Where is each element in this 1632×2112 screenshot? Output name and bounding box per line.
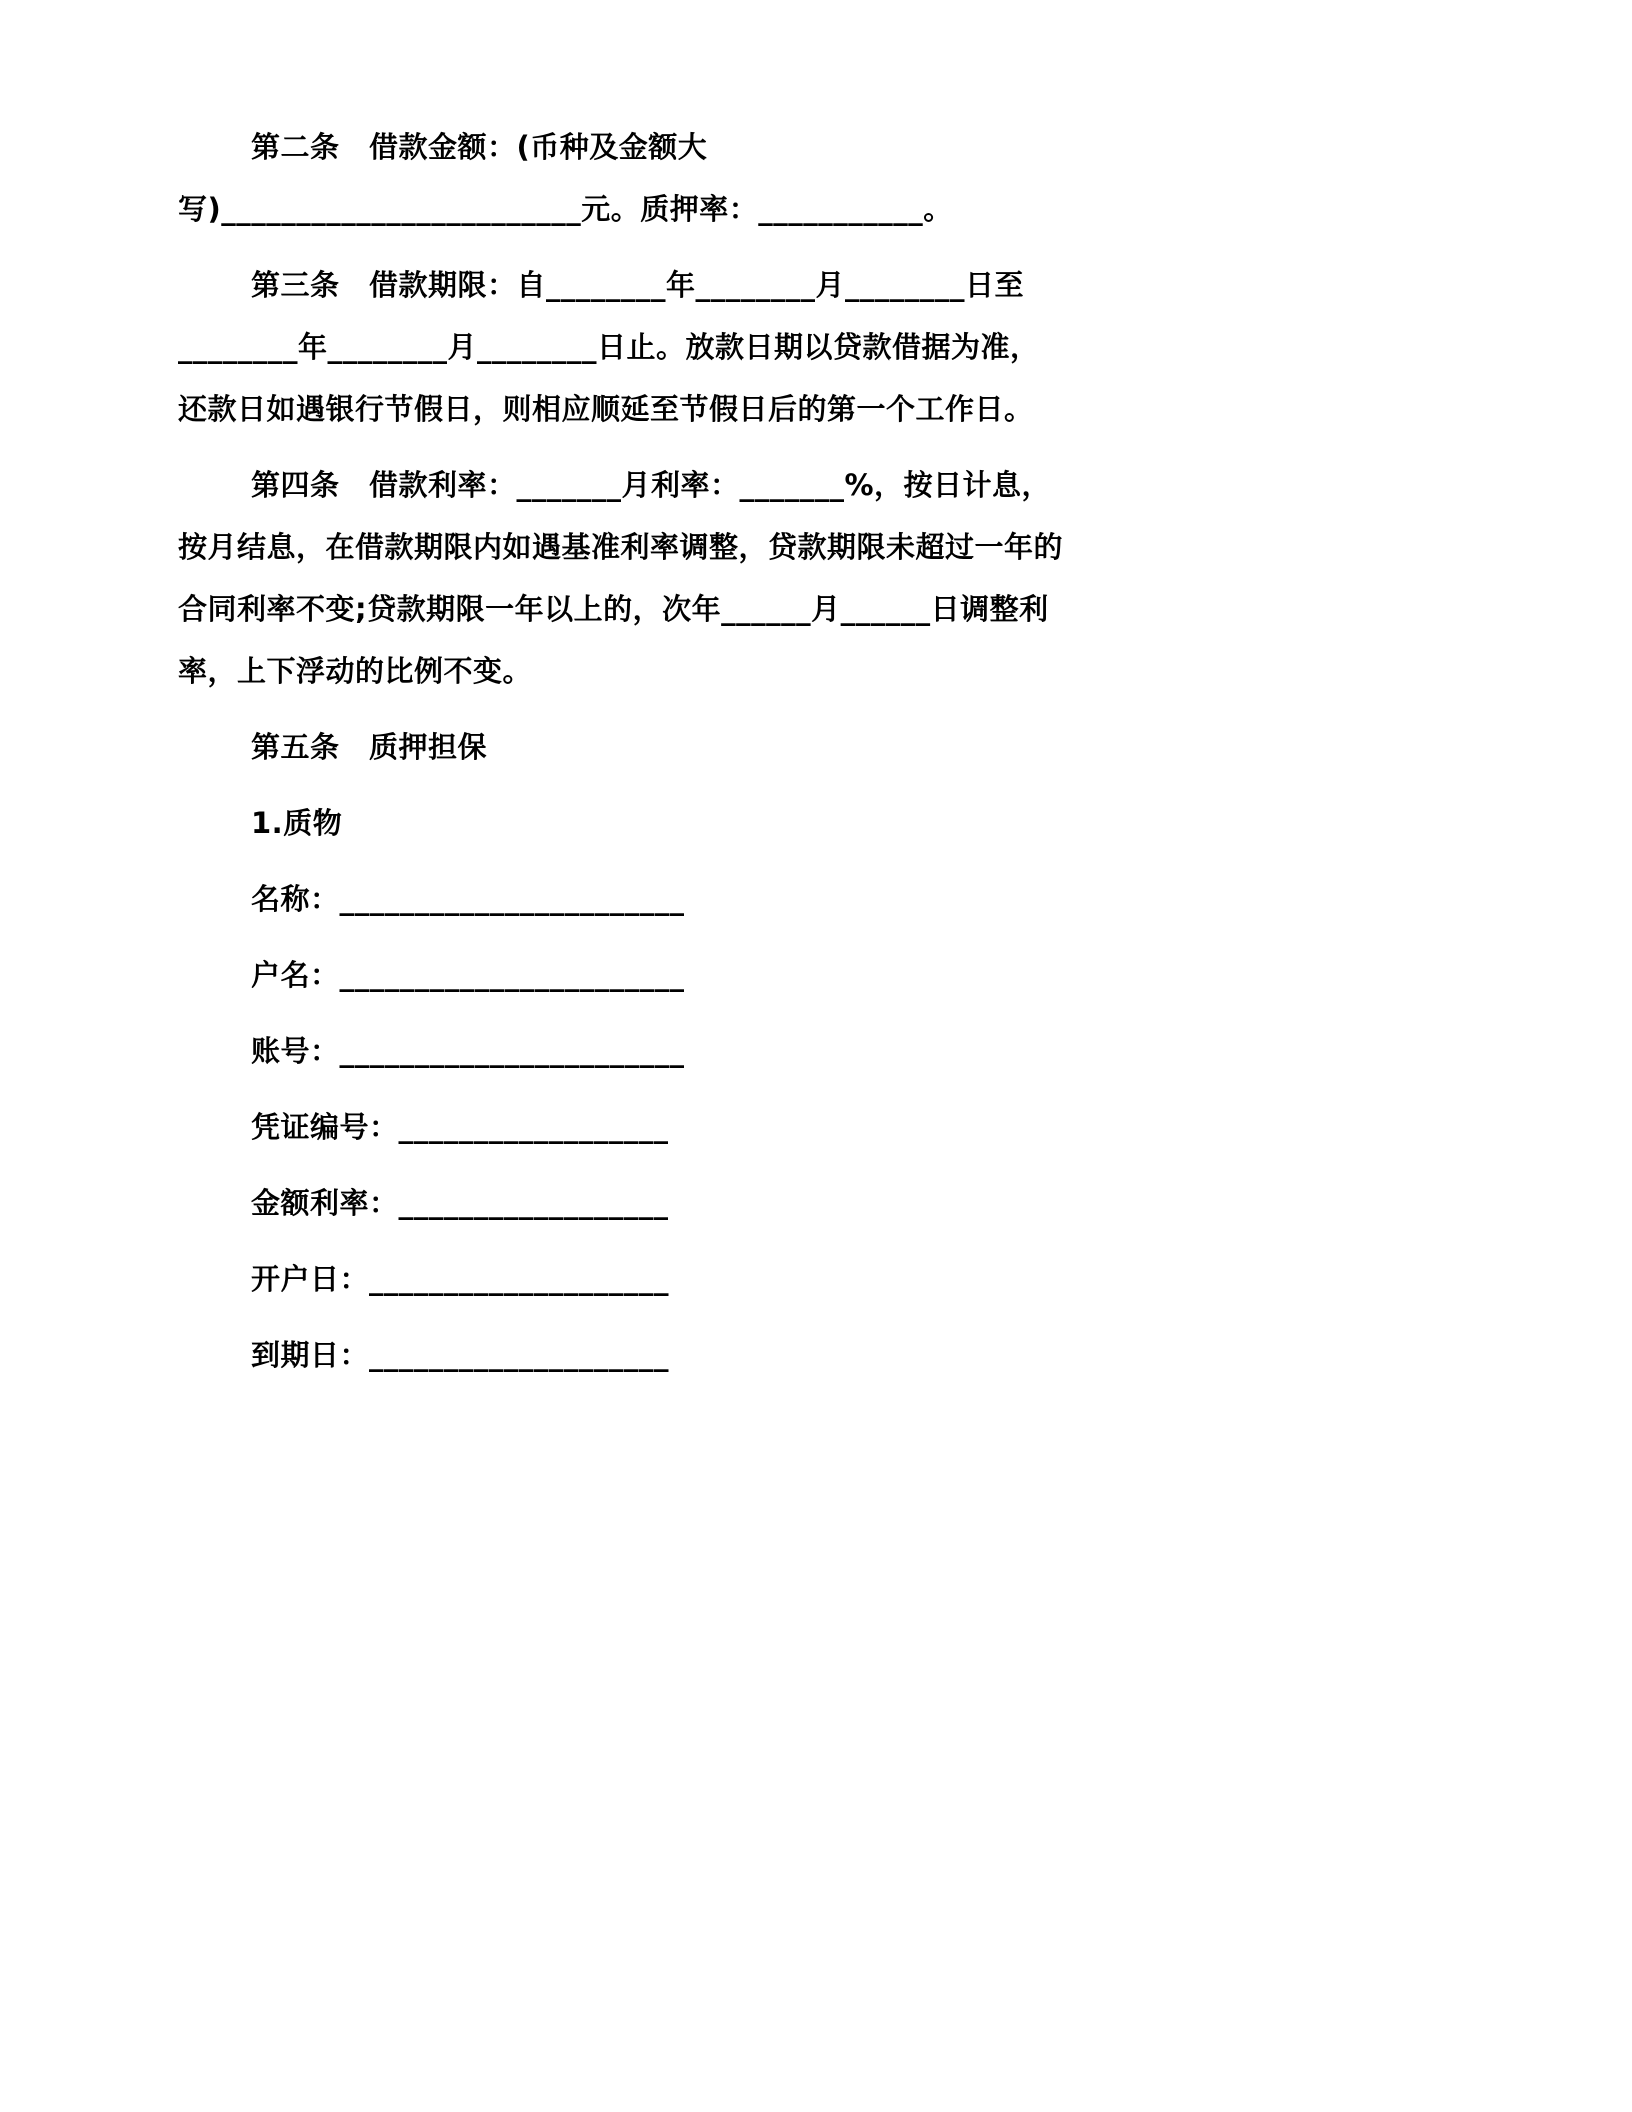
blank-field-line: 凭证编号：__________________ — [251, 1110, 669, 1144]
field-amount-rate — [178, 1172, 1492, 1234]
blank-field-line: 户名：_______________________ — [251, 958, 685, 992]
list-item-heading: 1.质物 — [251, 806, 343, 840]
field-maturity-date — [178, 1324, 1492, 1386]
field-account-holder — [178, 944, 1492, 1006]
clause-5-pledge-guarantee — [178, 716, 1492, 778]
blank-field-line: 开户日：____________________ — [251, 1262, 670, 1296]
clause-3-loan-term — [178, 254, 1492, 440]
text-line: 第三条 借款期限：自________年________月________日至 — [251, 268, 1025, 302]
text-line: 还款日如遇银行节假日，则相应顺延至节假日后的第一个工作日。 — [178, 392, 1034, 426]
field-account-number — [178, 1020, 1492, 1082]
clause-heading: 第五条 质押担保 — [251, 730, 488, 764]
blank-field-line: 名称：_______________________ — [251, 882, 685, 916]
field-pledge-name — [178, 868, 1492, 930]
text-line: 按月结息，在借款期限内如遇基准利率调整，贷款期限未超过一年的 — [178, 530, 1064, 564]
text-line: 第二条 借款金额：(币种及金额大 — [251, 130, 708, 164]
text-line: 率，上下浮动的比例不变。 — [178, 654, 533, 688]
clause-2-loan-amount — [178, 116, 1492, 240]
blank-field-line: 到期日：____________________ — [251, 1338, 670, 1372]
blank-field-line: 账号：_______________________ — [251, 1034, 685, 1068]
clause-4-interest-rate — [178, 454, 1492, 702]
field-certificate-number — [178, 1096, 1492, 1158]
text-line: 第四条 借款利率：_______月利率：_______%，按日计息， — [251, 468, 1052, 502]
blank-field-line: 金额利率：__________________ — [251, 1186, 669, 1220]
text-line: 合同利率不变;贷款期限一年以上的，次年______月______日调整利 — [178, 592, 1049, 626]
text-line: 写)________________________元。质押率：___________。 — [178, 192, 953, 226]
text-line: ________年________月________日止。放款日期以贷款借据为准， — [178, 330, 1040, 364]
field-opening-date — [178, 1248, 1492, 1310]
pledge-item-heading — [178, 792, 1492, 854]
